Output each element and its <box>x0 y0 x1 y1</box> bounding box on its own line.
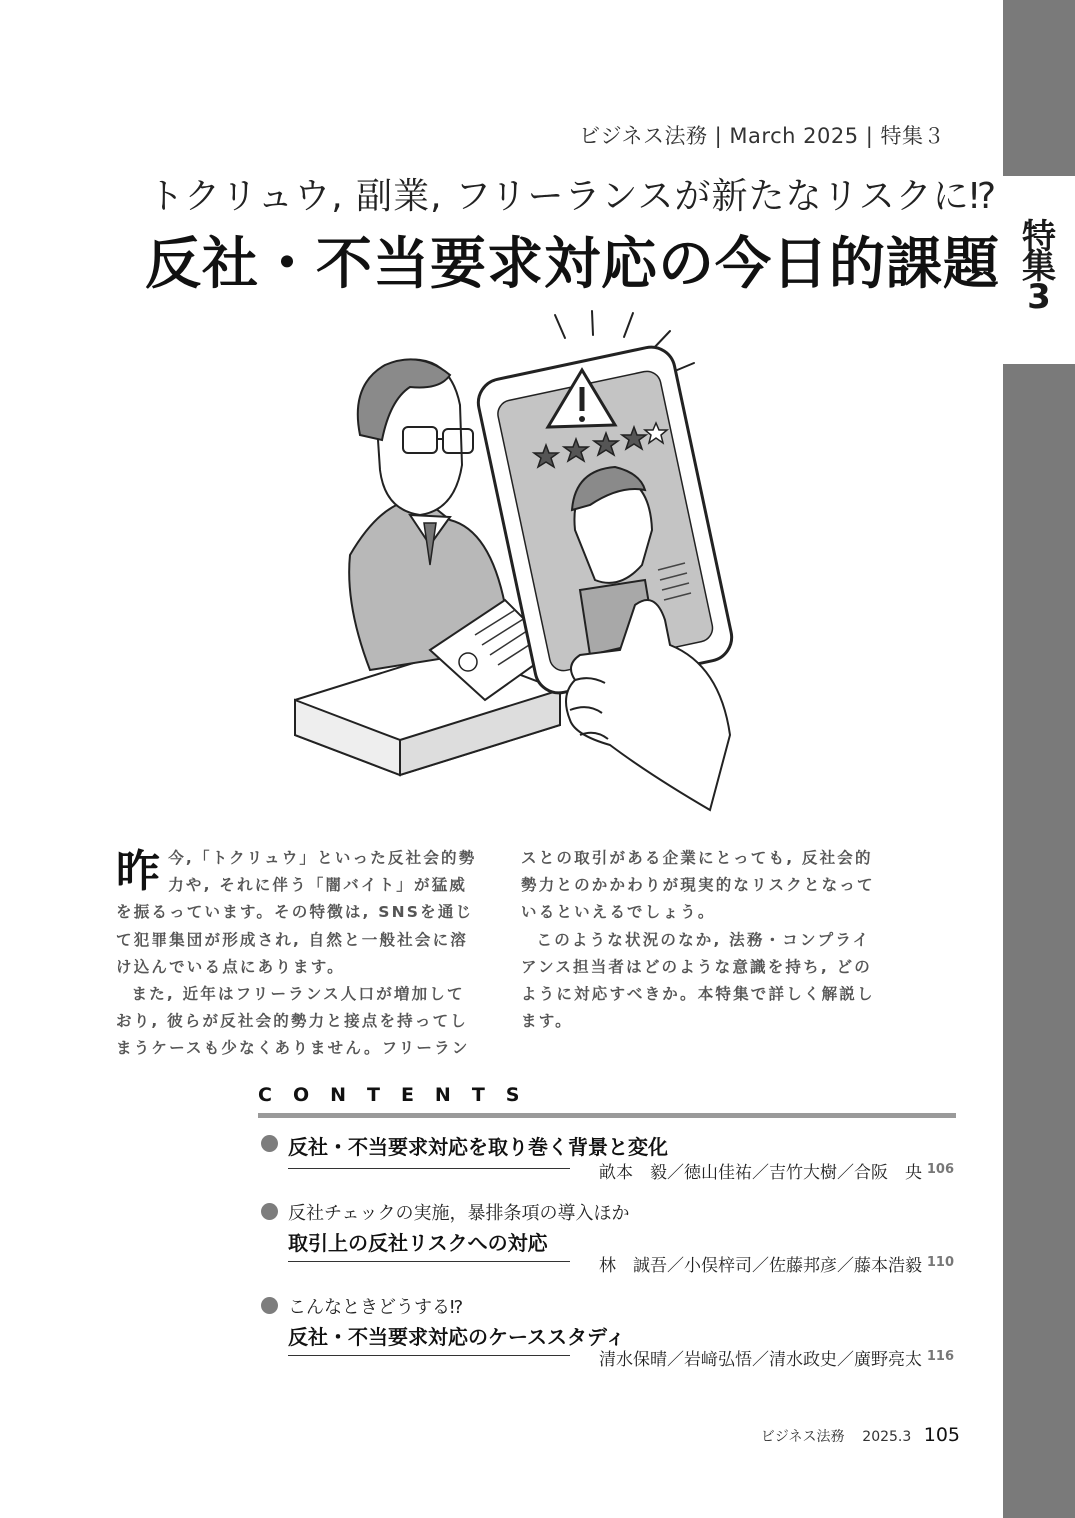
contents-entry[interactable] <box>258 1291 958 1371</box>
feature-title: 反社・不当要求対応の今日的課題 <box>145 232 1000 297</box>
entry-title[interactable]: 反社・不当要求対応のケーススタディ <box>288 1325 626 1349</box>
entry-page: 110 <box>926 1255 954 1270</box>
bullet-icon <box>261 1203 278 1220</box>
page-footer <box>761 1424 960 1446</box>
illustration-icon <box>290 305 760 820</box>
footer-magazine: ビジネス法務 <box>760 1429 845 1445</box>
dropcap: 昨 <box>116 846 163 897</box>
entry-kicker: こんなときどうする⁉ <box>288 1297 464 1318</box>
lead-paragraph: このような状況のなか, 法務・コンプライアンス担当者はどのような意識を持ち, どのように対応すべきか。本特集で詳しく解説します。 <box>521 930 875 1031</box>
entry-page: 106 <box>926 1162 954 1177</box>
footer-page-number: 105 <box>923 1424 960 1446</box>
entry-leader-line <box>288 1261 570 1262</box>
bullet-icon <box>261 1297 278 1314</box>
lead-paragraph: スとの取引がある企業にとっても, 反社会的勢力とのかかわりが現実的なリスクとなっているといえるでしょう。 <box>521 849 875 922</box>
lead-right-column <box>521 845 886 1035</box>
lead-paragraph: 今,「トクリュウ」といった反社会的勢力や, それに伴う「闇バイト」が猛威を振るっています。その特徴は, SNSを通じて犯罪集団が形成され, 自然と一般社会に溶け込んでいる点にあります。 <box>116 849 477 976</box>
entry-authors: 畝本 毅／徳山佳祐／吉竹大樹／合阪 央 <box>599 1163 922 1183</box>
side-tab-char: 特 <box>1022 217 1056 257</box>
side-tab-char: 3 <box>1027 277 1051 317</box>
footer-issue: 2025.3 <box>862 1429 912 1445</box>
entry-leader-line <box>288 1355 570 1356</box>
feature-subtitle: トクリュウ, 副業, フリーランスが新たなリスクに⁉ <box>148 176 998 217</box>
side-tab-bottom <box>1003 364 1075 1518</box>
entry-title[interactable]: 反社・不当要求対応を取り巻く背景と変化 <box>288 1135 668 1159</box>
entry-authors: 清水保晴／岩﨑弘悟／清水政史／廣野亮太 <box>599 1350 922 1370</box>
lead-paragraph: また, 近年はフリーランス人口が増加しており, 彼らが反社会的勢力と接点を持ってしまうケースも少なくありません。フリーラン <box>116 985 470 1058</box>
bullet-icon <box>261 1135 278 1152</box>
entry-page: 116 <box>926 1349 954 1364</box>
contents-heading: CONTENTS <box>258 1084 541 1106</box>
entry-authors: 林 誠吾／小俣梓司／佐藤邦彦／藤本浩毅 <box>599 1256 922 1276</box>
contents-rule <box>258 1113 956 1118</box>
contents-entry[interactable] <box>258 1128 958 1183</box>
contents-entry[interactable] <box>258 1197 958 1277</box>
side-tab-char: 集 <box>1022 247 1056 287</box>
entry-leader-line <box>288 1168 570 1169</box>
running-header: ビジネス法務 | March 2025 | 特集３ <box>579 124 945 148</box>
entry-kicker: 反社チェックの実施，暴排条項の導入ほか <box>288 1203 630 1224</box>
entry-title[interactable]: 取引上の反社リスクへの対応 <box>288 1231 548 1255</box>
side-tab-label <box>1008 217 1070 317</box>
side-tab-top <box>1003 0 1075 176</box>
lead-left-column <box>116 845 481 1063</box>
